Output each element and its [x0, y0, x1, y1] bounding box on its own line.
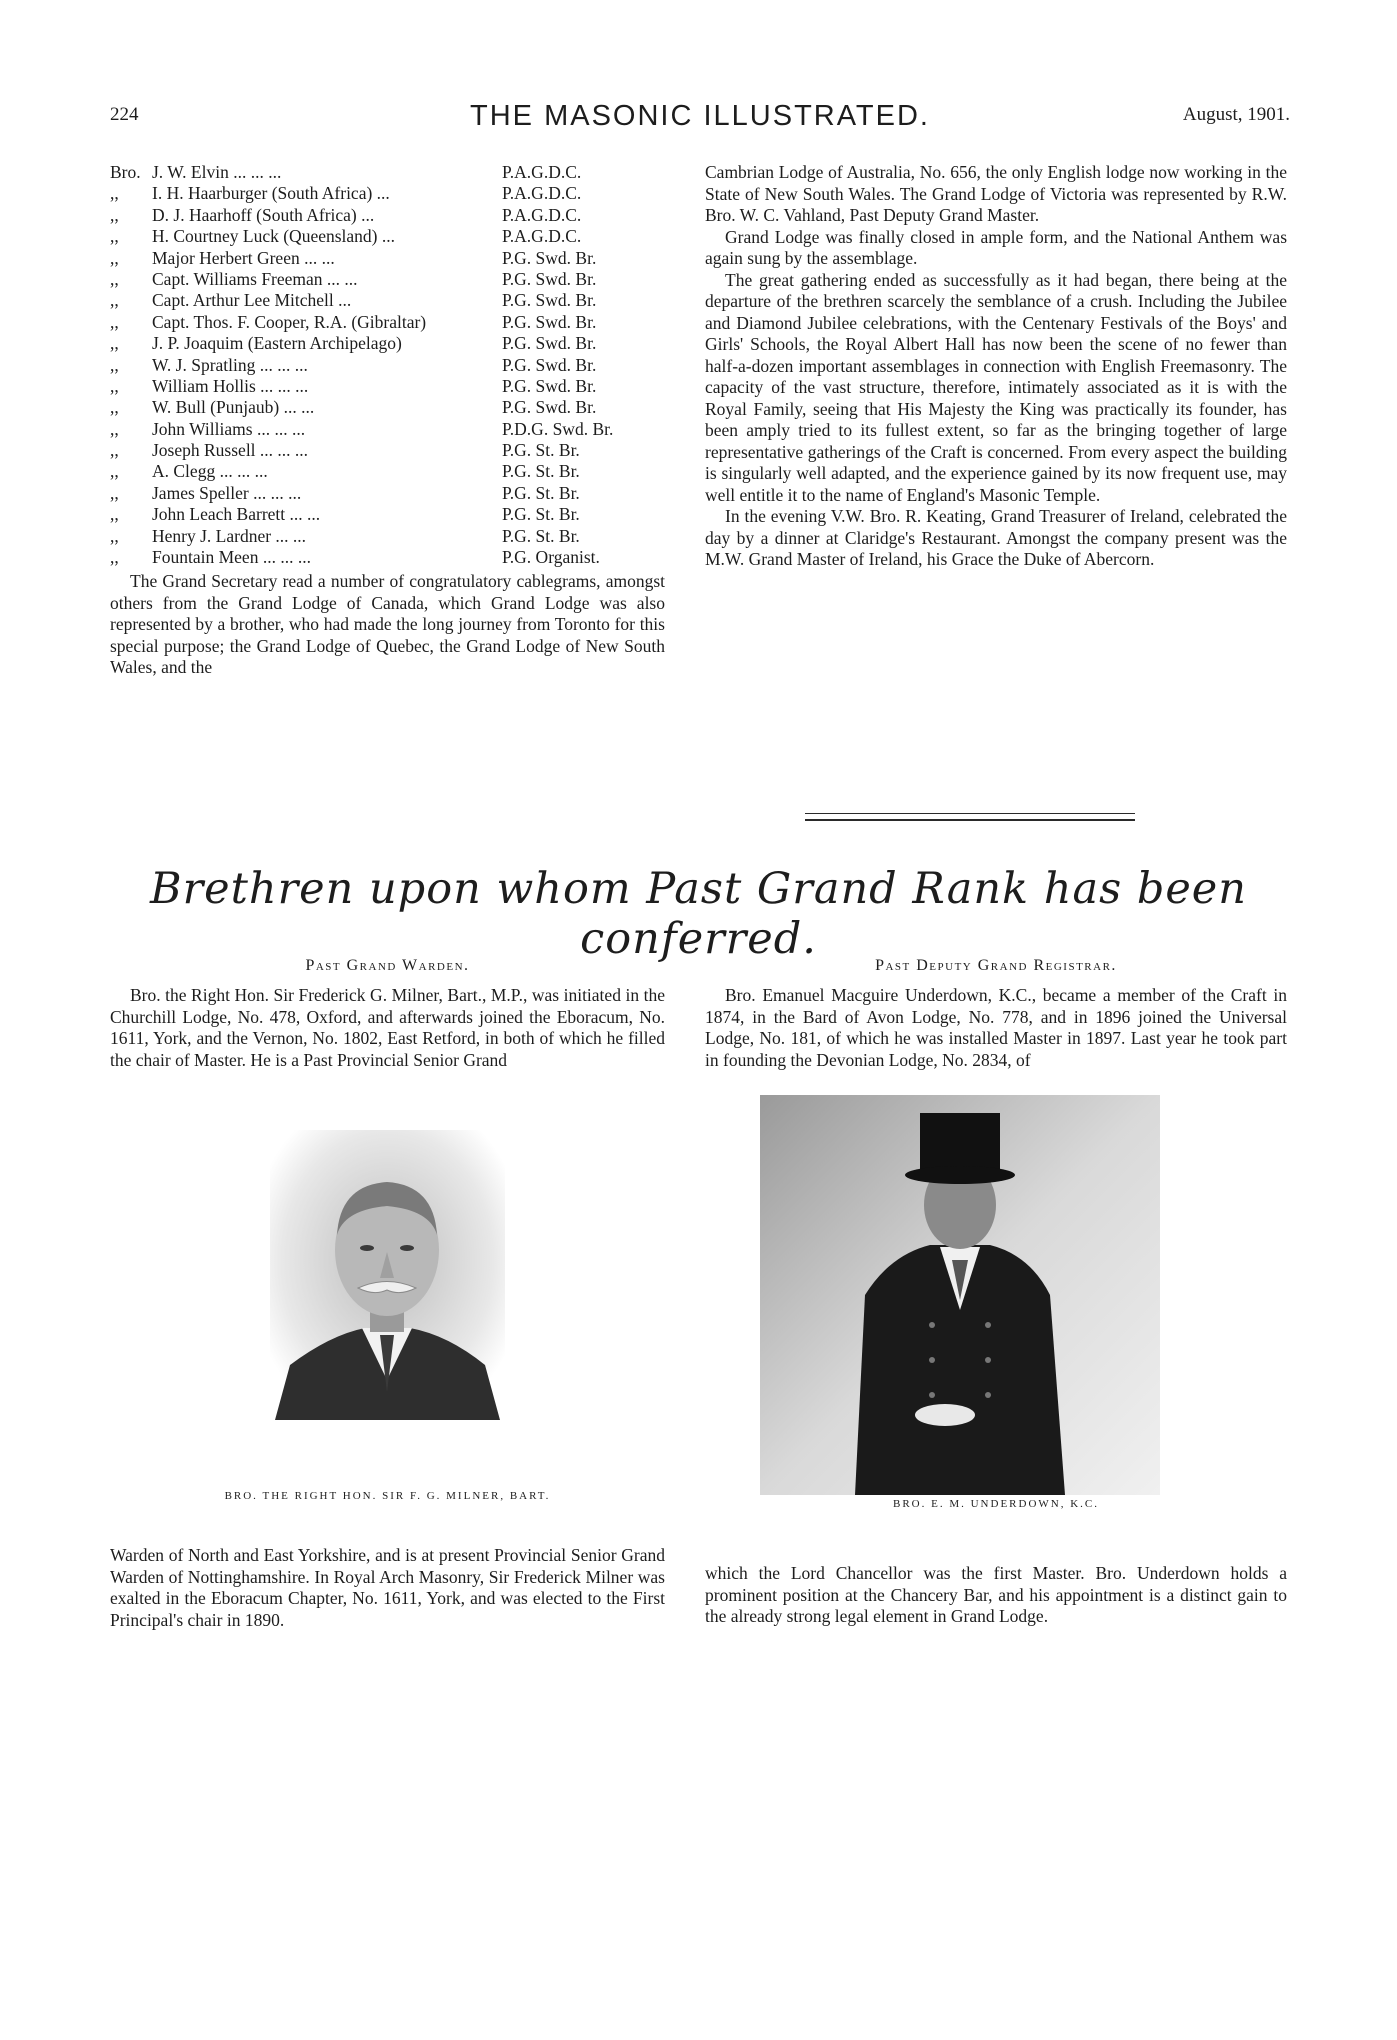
roll-entry-name: J. P. Joaquim (Eastern Archipelago) [152, 333, 402, 354]
roll-entry-name: Henry J. Lardner ... ... [152, 525, 307, 546]
roll-entry-name: Major Herbert Green ... ... [152, 247, 335, 268]
roll-entry-name: John Leach Barrett ... ... [152, 504, 321, 525]
roll-entry-prefix: ,, [110, 461, 119, 482]
roll-entry [110, 290, 665, 311]
roll-entry-rank: P.G. Swd. Br. [502, 333, 597, 354]
right-article-continuation-column [705, 1563, 1287, 1628]
roll-entry-rank: P.G. Swd. Br. [502, 375, 597, 396]
section-title: Brethren upon whom Past Grand Rank has been conferred. [150, 864, 1247, 964]
grand-rank-list [110, 162, 665, 568]
roll-entry-rank: P.G. St. Br. [502, 440, 580, 461]
roll-entry-prefix: ,, [110, 440, 119, 461]
journal-title: THE MASONIC ILLUSTRATED. [470, 100, 930, 132]
roll-entry-name: H. Courtney Luck (Queensland) ... [152, 226, 395, 247]
roll-entry-rank: P.G. Swd. Br. [502, 268, 597, 289]
roll-entry [110, 504, 665, 525]
roll-entry [110, 183, 665, 204]
roll-entry-rank: P.G. St. Br. [502, 504, 580, 525]
roll-entry-prefix: ,, [110, 311, 119, 332]
roll-entry [110, 526, 665, 547]
right-article-intro-column [705, 985, 1287, 1071]
roll-entry [110, 162, 665, 183]
roll-entry-prefix: ,, [110, 290, 119, 311]
roll-entry-rank: P.G. Swd. Br. [502, 290, 597, 311]
roll-entry [110, 397, 665, 418]
divider-rule [805, 819, 1135, 821]
roll-entry [110, 419, 665, 440]
roll-entry [110, 547, 665, 568]
roll-entry-prefix: ,, [110, 226, 119, 247]
roll-entry-rank: P.D.G. Swd. Br. [502, 418, 614, 439]
page-number: 224 [110, 104, 139, 125]
roll-entry-prefix: ,, [110, 525, 119, 546]
top-left-paragraph: The Grand Secretary read a number of congratulatory cablegrams, amongst others from the Grand Lodge of Canada, which Grand Lodge was also represented by a brother, who had made the long journey from Toronto for this special purpose; the Grand Lodge of Quebec, the Grand Lodge of New South Wales, and the [110, 571, 665, 677]
portrait-underdown [760, 1095, 1160, 1495]
roll-entry-rank: P.A.G.D.C. [502, 183, 582, 204]
top-left-column [110, 571, 665, 679]
roll-entry-name: John Williams ... ... ... [152, 418, 306, 439]
roll-entry-name: W. Bull (Punjaub) ... ... [152, 397, 315, 418]
roll-entry-name: I. H. Haarburger (South Africa) ... [152, 183, 390, 204]
roll-entry-prefix: ,, [110, 333, 119, 354]
roll-entry-prefix: ,, [110, 418, 119, 439]
roll-entry [110, 483, 665, 504]
roll-entry-rank: P.G. St. Br. [502, 525, 580, 546]
right-photo-caption: BRO. E. M. UNDERDOWN, K.C. [893, 1498, 1099, 1510]
right-article-heading: Past Deputy Grand Registrar. [875, 957, 1117, 974]
left-photo-caption: BRO. THE RIGHT HON. SIR F. G. MILNER, BART. [224, 1490, 551, 1502]
roll-entry [110, 269, 665, 290]
roll-entry [110, 440, 665, 461]
roll-entry-rank: P.A.G.D.C. [502, 204, 582, 225]
top-right-paragraph: The great gathering ended as successfully as it had began, there being at the departure of the brethren scarcely the semblance of a crush. Including the Jubilee and Diamond Jubilee celebrations, with the Centenary Festivals of the Boys' and Girls' Schools, the Royal Albert Hall has now been the scene of no fewer than half-a-dozen important assemblages in connection with English Freemasonry. The capacity of the vast structure, therefore, intimately associated as it is with the Royal Family, seeing that His Majesty the King was practically its founder, has been amply tried to its fullest extent, so far as the bringing together of large representative gatherings of the Craft is concerned. From every aspect the building is singularly well adapted, and the experience gained by its now frequent use, may well entitle it to the name of England's Masonic Temple. [705, 269, 1287, 505]
left-article-heading: Past Grand Warden. [305, 957, 470, 974]
roll-entry-prefix: ,, [110, 375, 119, 396]
roll-entry-rank: P.G. Swd. Br. [502, 247, 597, 268]
roll-entry-prefix: ,, [110, 354, 119, 375]
roll-entry-name: Capt. Thos. F. Cooper, R.A. (Gibraltar) [152, 311, 427, 332]
roll-entry [110, 333, 665, 354]
right-article-continuation: which the Lord Chancellor was the first Master. Bro. Underdown holds a prominent position at the Chancery Bar, and his appointment is a distinct gain to the already strong legal element in Grand Lodge. [705, 1563, 1287, 1626]
top-right-paragraph: Grand Lodge was finally closed in ample form, and the National Anthem was again sung by the assemblage. [705, 226, 1287, 268]
roll-entry-rank: P.G. Swd. Br. [502, 397, 597, 418]
left-article-continuation: Warden of North and East Yorkshire, and is at present Provincial Senior Grand Warden of Nottinghamshire. In Royal Arch Masonry, Sir Frederick Milner was exalted in the Eboracum Chapter, No. 1611, York, and was elected to the First Principal's chair in 1890. [110, 1545, 665, 1630]
roll-entry-prefix: ,, [110, 268, 119, 289]
top-right-paragraph: In the evening V.W. Bro. R. Keating, Grand Treasurer of Ireland, celebrated the day by a dinner at Claridge's Restaurant. Amongst the company present was the M.W. Grand Master of Ireland, his Grace the Duke of Abercorn. [705, 506, 1287, 569]
roll-entry-name: William Hollis ... ... ... [152, 375, 309, 396]
roll-entry-rank: P.G. Swd. Br. [502, 354, 597, 375]
roll-entry-name: J. W. Elvin ... ... ... [152, 162, 282, 182]
roll-entry-rank: P.G. St. Br. [502, 461, 580, 482]
portrait-milner [270, 1130, 505, 1420]
roll-entry-prefix: Bro. [110, 162, 141, 182]
roll-entry [110, 461, 665, 482]
left-article-continuation-column [110, 1545, 665, 1631]
roll-entry [110, 376, 665, 397]
roll-entry-rank: P.G. Swd. Br. [502, 311, 597, 332]
roll-entry-name: James Speller ... ... ... [152, 482, 302, 503]
roll-entry-rank: P.A.G.D.C. [502, 162, 582, 182]
roll-entry-prefix: ,, [110, 183, 119, 204]
roll-entry-name: Capt. Williams Freeman ... ... [152, 268, 358, 289]
roll-entry-prefix: ,, [110, 504, 119, 525]
roll-entry-prefix: ,, [110, 247, 119, 268]
roll-entry [110, 205, 665, 226]
left-article-intro-column [110, 985, 665, 1071]
divider-rule [805, 813, 1135, 814]
issue-date: August, 1901. [1182, 104, 1290, 125]
roll-entry-prefix: ,, [110, 482, 119, 503]
top-right-column [705, 162, 1287, 571]
roll-entry-name: D. J. Haarhoff (South Africa) ... [152, 204, 375, 225]
roll-entry-rank: P.G. St. Br. [502, 482, 580, 503]
roll-entry [110, 226, 665, 247]
roll-entry-rank: P.G. Organist. [502, 547, 600, 568]
roll-entry-prefix: ,, [110, 547, 119, 568]
roll-entry [110, 248, 665, 269]
roll-entry-name: Joseph Russell ... ... ... [152, 440, 309, 461]
right-article-intro: Bro. Emanuel Macguire Underdown, K.C., became a member of the Craft in 1874, in the Bard of Avon Lodge, No. 778, and in 1896 joined the Universal Lodge, No. 181, of which he was installed Master in 1897. Last year he took part in founding the Devonian Lodge, No. 2834, of [705, 985, 1287, 1070]
roll-entry-name: W. J. Spratling ... ... ... [152, 354, 308, 375]
top-right-paragraph: Cambrian Lodge of Australia, No. 656, the only English lodge now working in the State of New South Wales. The Grand Lodge of Victoria was represented by R.W. Bro. W. C. Vahland, Past Deputy Grand Master. [705, 162, 1287, 225]
roll-entry [110, 312, 665, 333]
page-header [110, 100, 1290, 140]
roll-entry-prefix: ,, [110, 397, 119, 418]
roll-entry-name: Capt. Arthur Lee Mitchell ... [152, 290, 352, 311]
roll-entry-name: Fountain Meen ... ... ... [152, 547, 311, 568]
roll-entry-rank: P.A.G.D.C. [502, 226, 582, 247]
roll-entry [110, 355, 665, 376]
left-article-intro: Bro. the Right Hon. Sir Frederick G. Milner, Bart., M.P., was initiated in the Churchill Lodge, No. 478, Oxford, and afterwards joined the Eboracum, No. 1611, York, and the Vernon, No. 1802, East Retford, in both of which he filled the chair of Master. He is a Past Provincial Senior Grand [110, 985, 665, 1070]
roll-entry-prefix: ,, [110, 204, 119, 225]
roll-entry-name: A. Clegg ... ... ... [152, 461, 268, 482]
